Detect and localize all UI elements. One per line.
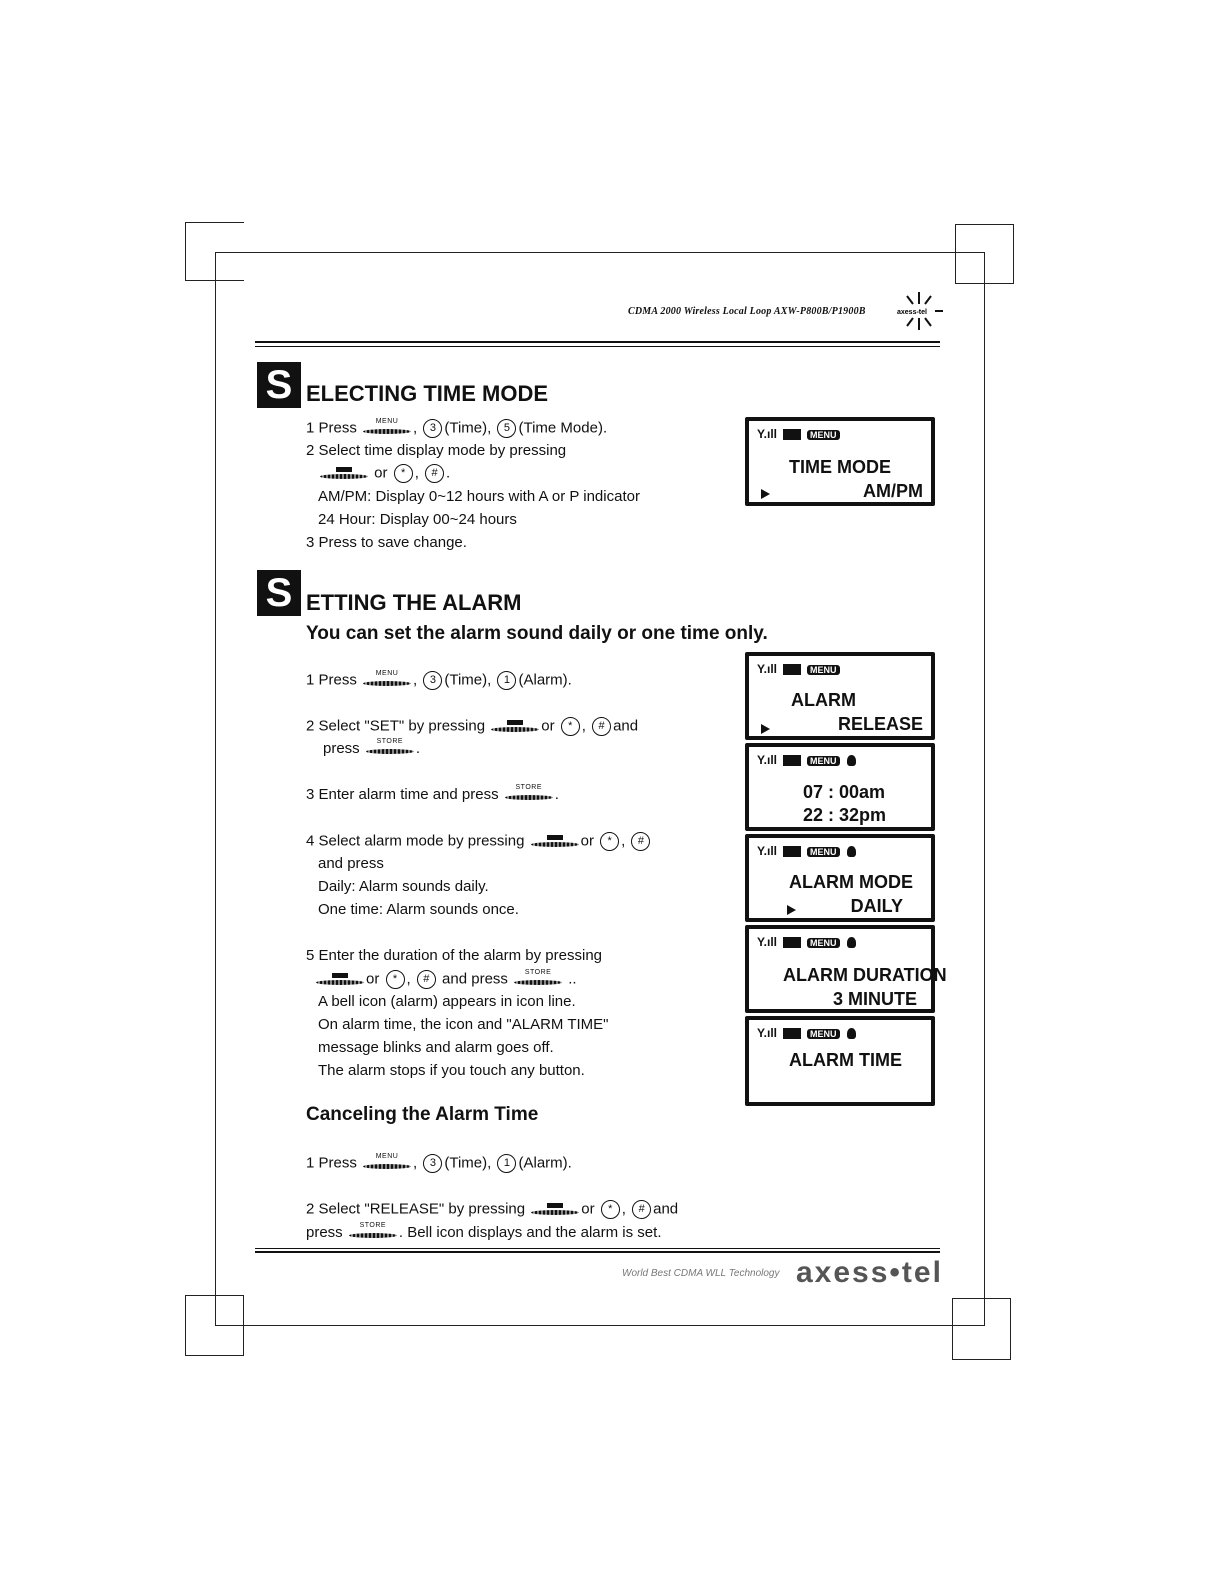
section-subtitle: You can set the alarm sound daily or one time only. [306,623,768,644]
status-icons [757,662,840,676]
menu-badge: MENU [807,938,840,948]
signal-icon: Y.ıll [757,935,778,949]
menu-key-icon: MENU [363,674,411,688]
step-line: message blinks and alarm goes off. [318,1039,554,1056]
step-line: press STORE . [323,738,421,757]
nav-key-icon [316,973,364,987]
footer-rule-thin [255,1248,940,1249]
step-line: press STORE . Bell icon displays and the alarm is set. [306,1222,662,1241]
nav-key-icon [531,1203,579,1217]
star-key-icon: * [600,832,619,851]
key-3-icon: 3 [423,419,442,438]
store-key-icon: STORE [505,788,553,802]
key-3-icon: 3 [423,671,442,690]
menu-badge: MENU [807,430,840,440]
phone-screen-alarm-duration [745,925,947,1013]
step-line: or * , # and press STORE .. [314,970,577,989]
step-line: 1 Press MENU , 3 (Time), 1 (Alarm). [306,1152,572,1172]
star-key-icon: * [561,717,580,736]
footer-brand-logo: axess•tel [796,1256,943,1289]
step-line: Daily: Alarm sounds daily. [318,878,489,895]
battery-icon [783,664,801,675]
header-title: CDMA 2000 Wireless Local Loop AXW-P800B/P1900B [628,306,866,317]
key-1-icon: 1 [497,671,516,690]
selector-arrow-icon [787,902,796,920]
hash-key-icon: # [417,970,436,989]
bell-icon [847,846,856,857]
signal-icon: Y.ıll [757,753,778,767]
star-key-icon: * [394,464,413,483]
menu-badge: MENU [807,665,840,675]
cancel-title: Canceling the Alarm Time [306,1104,539,1125]
selector-arrow-icon [761,486,770,504]
star-key-icon: * [601,1200,620,1219]
screen-value: DAILY [850,896,903,916]
signal-icon: Y.ıll [757,427,778,441]
star-key-icon: * [386,970,405,989]
hash-key-icon: # [632,1200,651,1219]
battery-icon [783,1028,801,1039]
step-line: AM/PM: Display 0~12 hours with A or P indicator [318,488,640,505]
phone-screen-time-mode [745,417,935,506]
step-line: 2 Select "SET" by pressing or * , # and [306,717,639,735]
signal-icon: Y.ıll [757,1026,778,1040]
step-line: A bell icon (alarm) appears in icon line. [318,993,576,1010]
header-rule-thin [255,346,940,347]
step-line: 5 Enter the duration of the alarm by pressing [306,947,603,964]
key-1-icon: 1 [497,1154,516,1173]
store-key-icon: STORE [366,742,414,756]
screen-line: 22 : 32pm [803,805,887,825]
svg-text:axess-tel: axess-tel [897,309,927,316]
key-5-icon: 5 [497,419,516,438]
screen-value: AM/PM [863,481,923,501]
menu-badge: MENU [807,1029,840,1039]
hash-key-icon: # [631,832,650,851]
signal-icon: Y.ıll [757,662,778,676]
bell-icon [847,1028,856,1039]
step-line: On alarm time, the icon and "ALARM TIME" [318,1016,609,1033]
battery-icon [783,937,801,948]
bell-icon [847,755,856,766]
menu-badge: MENU [807,756,840,766]
step-line: 2 Select time display mode by pressing [306,442,567,459]
step-line: 1 Press MENU , 3 (Time), 1 (Alarm). [306,669,572,689]
screen-title: TIME MODE [789,457,891,477]
step-line: and press [318,855,384,872]
nav-key-icon [491,720,539,734]
step-line: 4 Select alarm mode by pressing or * , # [306,832,652,851]
footer-tagline: World Best CDMA WLL Technology [622,1268,780,1279]
phone-screen-alarm [745,652,935,740]
section-initial: S [257,570,301,616]
header-rule [255,341,940,343]
screen-value: 3 MINUTE [832,989,917,1009]
status-icons [757,1026,856,1040]
battery-icon [783,755,801,766]
section-title: ETTING THE ALARM [306,590,522,615]
hash-key-icon: # [592,717,611,736]
screen-title: ALARM DURATION [783,965,947,985]
footer-rule [255,1251,940,1253]
key-3-icon: 3 [423,1154,442,1173]
store-key-icon: STORE [514,973,562,987]
section-title: ELECTING TIME MODE [306,381,548,406]
signal-icon: Y.ıll [757,844,778,858]
menu-key-icon: MENU [363,1157,411,1171]
status-icons [757,935,856,949]
status-icons [757,427,840,441]
status-icons [757,844,856,858]
bell-icon [847,937,856,948]
phone-screen-alarm-mode [745,834,935,922]
battery-icon [783,846,801,857]
nav-key-icon [531,835,579,849]
step-line: 3 Enter alarm time and press STORE . [306,784,559,803]
nav-key-icon [320,467,368,481]
axesstel-logo-icon [895,290,945,332]
step-line: One time: Alarm sounds once. [318,901,519,918]
menu-badge: MENU [807,847,840,857]
screen-title: ALARM MODE [789,872,913,892]
step-line: 1 Press MENU , 3 (Time), 5 (Time Mode). [306,417,608,437]
status-icons [757,753,856,767]
phone-screen-alarm-times [745,743,935,831]
screen-title: ALARM [791,690,856,710]
step-line: The alarm stops if you touch any button. [318,1062,585,1079]
step-line: or * , # . [318,464,450,483]
store-key-icon: STORE [349,1226,397,1240]
menu-key-icon: MENU [363,422,411,436]
phone-screen-alarm-time [745,1016,935,1106]
hash-key-icon: # [425,464,444,483]
step-line: 2 Select "RELEASE" by pressing or * , # and [306,1200,679,1218]
step-line: 3 Press to save change. [306,534,467,551]
screen-line: 07 : 00am [803,782,886,802]
screen-value: RELEASE [837,714,923,734]
step-line: 24 Hour: Display 00~24 hours [318,511,517,528]
screen-title: ALARM TIME [789,1050,902,1070]
section-initial: S [257,362,301,408]
battery-icon [783,429,801,440]
selector-arrow-icon [761,721,770,739]
